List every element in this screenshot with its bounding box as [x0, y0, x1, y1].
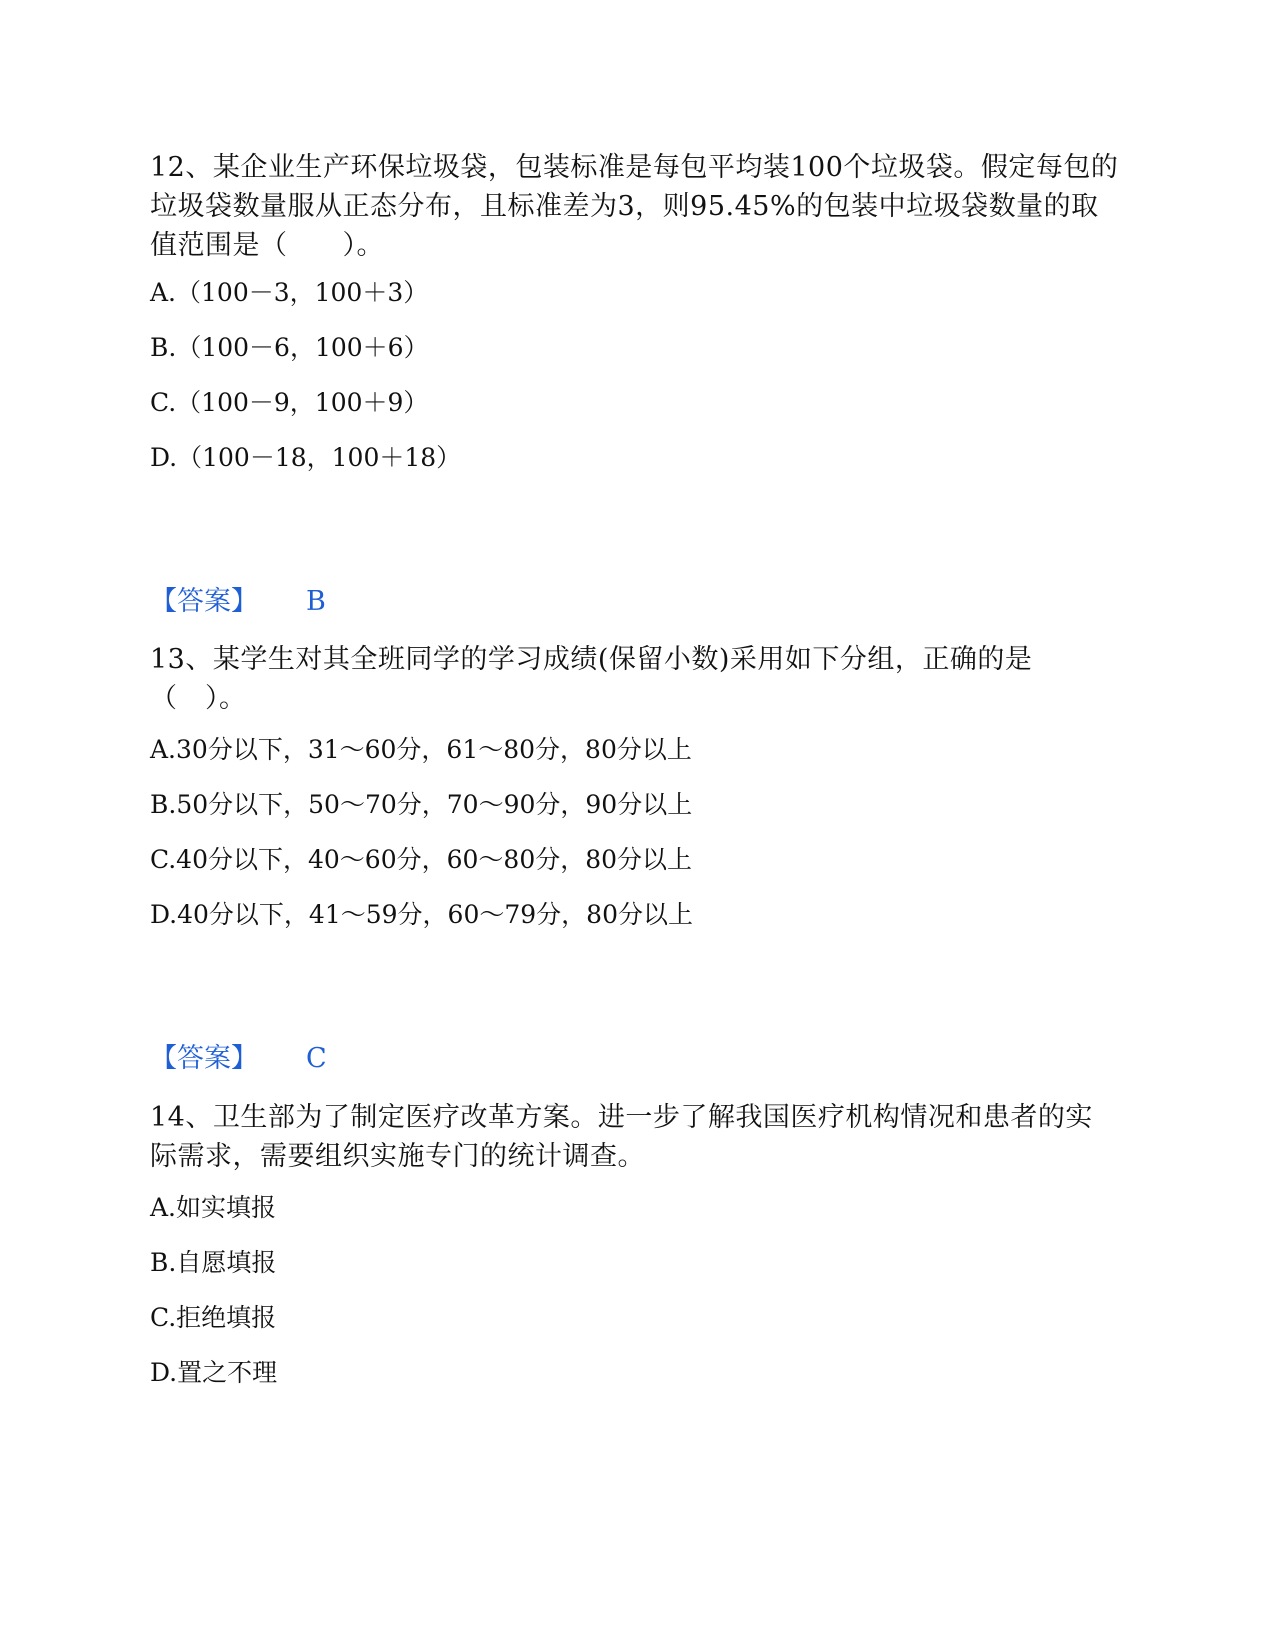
- option-b: B.50分以下，50～70分，70～90分，90分以上: [150, 790, 693, 819]
- answer-12: [150, 586, 326, 618]
- answer-value: C: [306, 1043, 327, 1074]
- question-stem: 14、卫生部为了制定医疗改革方案。进一步了解我国医疗机构情况和患者的实际需求，需要组织实施专门的统计调查。: [150, 1102, 1093, 1172]
- option-a: A.（100－3，100＋3）: [150, 278, 429, 307]
- question-13: [150, 640, 1120, 929]
- option-b: B.自愿填报: [150, 1248, 277, 1277]
- option-c: C.拒绝填报: [150, 1303, 277, 1332]
- option-a: A.如实填报: [150, 1193, 277, 1222]
- option-b: B.（100－6，100＋6）: [150, 333, 429, 362]
- option-d: D.（100－18，100＋18）: [150, 443, 462, 472]
- question-12: [150, 148, 1120, 472]
- option-a: A.30分以下，31～60分，61～80分，80分以上: [150, 735, 692, 764]
- option-c: C.40分以下，40～60分，60～80分，80分以上: [150, 845, 693, 874]
- answer-label: 【答案】: [150, 586, 258, 617]
- option-c: C.（100－9，100＋9）: [150, 388, 429, 417]
- option-d: D.40分以下，41～59分，60～79分，80分以上: [150, 900, 693, 929]
- answer-value: B: [306, 586, 326, 617]
- option-d: D.置之不理: [150, 1358, 278, 1387]
- answer-label: 【答案】: [150, 1043, 258, 1074]
- question-stem: 12、某企业生产环保垃圾袋，包装标准是每包平均装100个垃圾袋。假定每包的垃圾袋数量服从正态分布，且标准差为3，则95.45%的包装中垃圾袋数量的取值范围是（ ）。: [150, 152, 1119, 261]
- answer-13: [150, 1043, 327, 1075]
- question-14: [150, 1098, 1120, 1387]
- question-stem: 13、某学生对其全班同学的学习成绩(保留小数)采用如下分组，正确的是（ ）。: [150, 644, 1033, 714]
